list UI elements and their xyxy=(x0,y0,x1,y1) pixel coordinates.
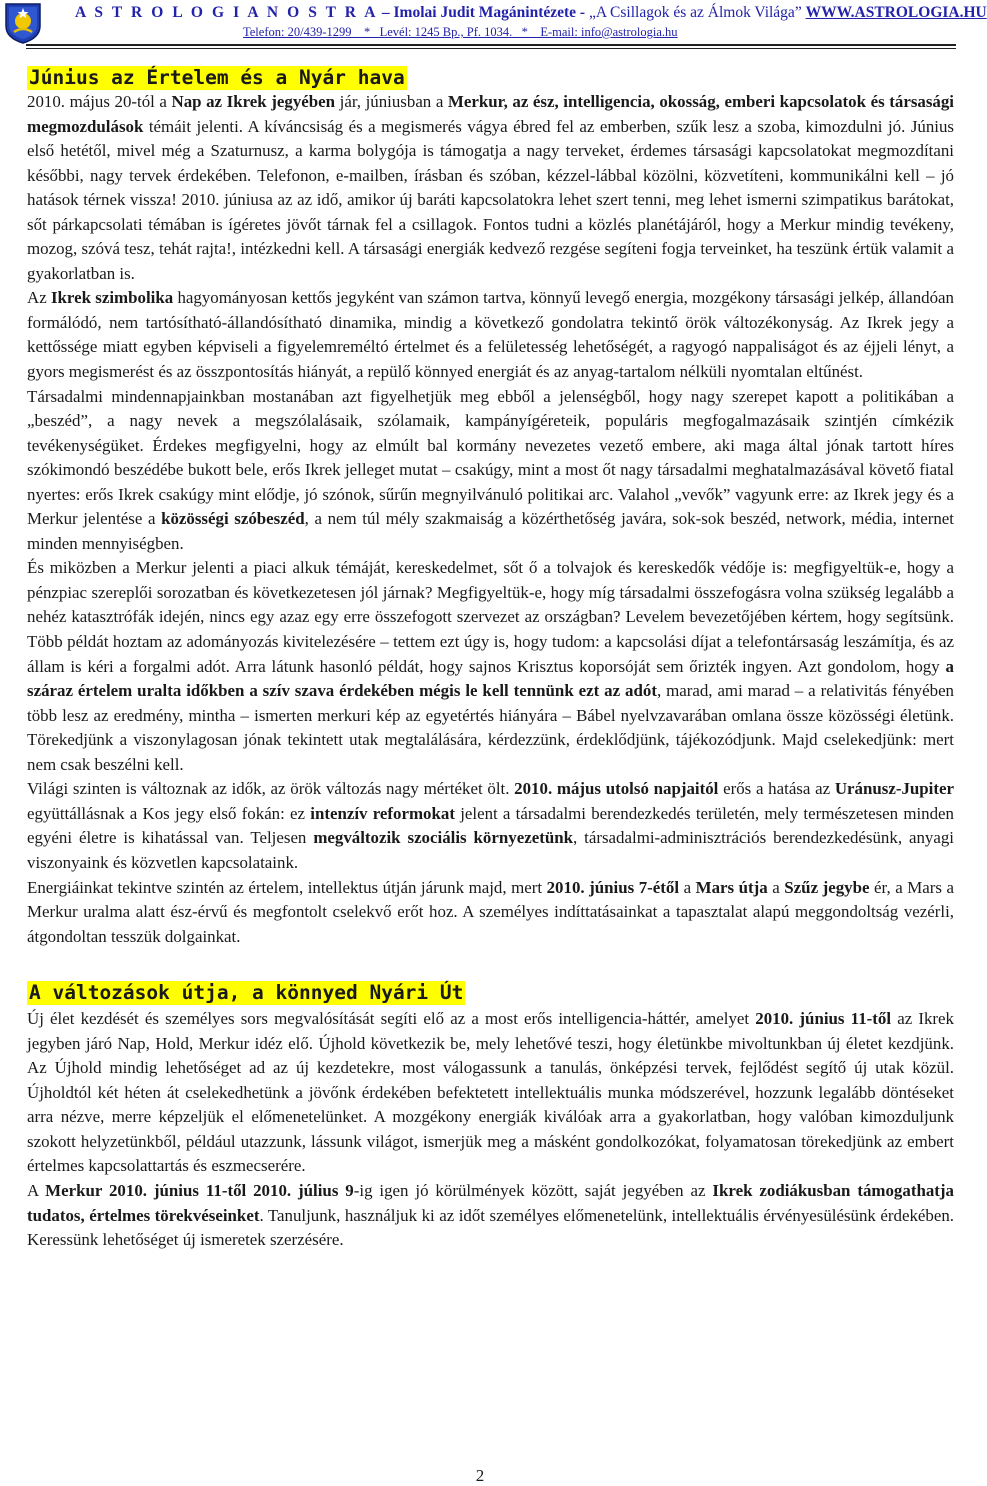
section-title-summer-path: A változások útja, a könnyed Nyári Út xyxy=(29,981,464,1005)
paragraph-uranus-jupiter: Világi szinten is változnak az idők, az örök változás nagy mértéket ölt. 2010. május utolsó napjaitól erős a hatása az Uránusz-Jupiter együttállásnak a Kos jegy első fokán: ez intenzív reformokat jelent a társadalmi berendezkedés területén, mely természetesen minden egyéni életre is kihatással van. Teljesen megváltozik szociális környezetünk, társadalmi-adminisztrációs berendezkedésünk, anyagi viszonyaink és közvetlen kapcsolataink. xyxy=(27,779,954,872)
page-header xyxy=(0,0,987,50)
paragraph-new-moon: Új élet kezdését és személyes sors megvalósítását segíti elő az a most erős intelligencia-háttér, amelyet 2010. június 11-től az Ikrek jegyben járó Nap, Hold, Merkur idéz elő. Újhold következik be, mely lehetővé teszi, hogy életünkbe mivoltunkban új életet kezdjünk. Az Újhold mindig lehetőséget ad az új kezdetekre, most válogassunk a tanulás, önképzési tervek, fejlődést segítő új utak közül. Újholdtól két héten át cselekedhetünk a jövőnk érdekében befektetett intellektuális munka módszerével, hozzunk legalább döntéseket arra nézve, merre képzeljük el előmenetelünket. A mozgékony energiák kiválóak arra a gyakorlatban, hogy valóban kimozduljunk szokott helyzetünkből, például utazzunk, lássunk világot, ismerjük meg a másként gondolkozókat, folyamatosan törekedjünk az embert értelmes kapcsolattartás és eszmecserére. xyxy=(27,1009,954,1176)
paragraph-june-intro: 2010. május 20-tól a Nap az Ikrek jegyében jár, júniusban a Merkur, az ész, intelligencia, okosság, emberi kapcsolatok és társasági megmozdulások témáit jelenti. A kíváncsiság és a megismerés vágya ébred fel az emberben, szűk lesz a szoba, kimozdulni jó. Június első hetétől, mivel még a Szaturnusz, a karma bolygója is támogatja a nagy terveket, érdemes társasági kapcsolatokat megmozdítani későbbi, nagy tervek érdekében. Telefonon, e-mailben, írásban és szóban, kézzel-lábbal közölni, közvetíteni, kommunikálni kell – jó hatások térnek vissza! 2010. júniusa az az idő, amikor új baráti kapcsolatokra lehet szert tenni, meg lehet ismerni szimpatikus barátokat, sőt párkapcsolati témában is ígéretes jövőt tárnak fel a csillagok. Fontos tudni a közlés planétájáról, hogy a Merkur mindig tevékeny, mozog, szóvá tesz, tehát rajta!, intézkedni kell. A társasági energiák kedvező rezgése segíteni fogja terveinket, ha teszünk értük valamit a gyakorlatban is. xyxy=(27,92,954,283)
page-number: 2 xyxy=(475,1466,485,1485)
paragraph-mercury-gemini: A Merkur 2010. június 11-től 2010. július 9-ig igen jó körülmények között, saját jegyében az Ikrek zodiákusban támogathatja tudatos, értelmes törekvéseinket. Tanuljunk, használjuk ki az időt személyes előmenetelünk, intellektuális érvényesülésünk érdekében. Keressünk lehetőséget új ismeretek szerzésére. xyxy=(27,1180,955,1250)
institute-name: Imolai Judit Magánintézete - xyxy=(393,4,589,21)
contact-line: Telefon: 20/439-1299 * Levél: 1245 Bp., Pf. 1034. * E-mail: info@astrologia.hu xyxy=(243,25,678,39)
paragraph-social-speech: Társadalmi mindennapjainkban mostanában azt figyelhetjük meg ebből a jelenségből, hogy nagy szerepet kapott a politikában a „beszéd”, a nagy nevek a megszólalásaik, szólamaik, kampányígéreteik, populáris megfogalmazásaik szintjén címkézik tevékenységüket. Érdekes megfigyelni, hogy az elmúlt bal kormány nevezetes vezető embere, aki maga által jónak tartott híres szókimondó beszédébe bukott bele, erős Ikrek jelleget mutat – csakúgy, mint a most őt nagy társadalmi meghatalmazásával követő fiatal nyertes: erős Ikrek csakúgy mint elődje, jó szónok, sűrűn megnyilvánuló politikai arc. Valahol „vevők” vagyunk erre: az Ikrek jegy és a Merkur jelentése a közösségi szóbeszéd, a nem túl mély szakmaiság a közérthetőség javára, sok-sok beszéd, network, média, internet minden mennyiségben. xyxy=(27,386,954,553)
paragraph-gemini-symbolism: Az Ikrek szimbolika hagyományosan kettős jegyként van számon tartva, könnyű levegő energia, mozgékony társasági jelkép, állandóan formálódó, nem tartósítható-állandósítható dinamika, mindig a következő gondolatra tekintő örök változékonyság. Az Ikrek jegy a kettőssége miatt egyben képviseli a figyelemreméltó értelmet és a felületesség lehetőségét, a ragyogó nappaliságot és az éjjeli lényt, a gyors megismerést és az összpontosítás hiányát, a repülő könnyed energiát és az anyag-tartalom nélküli nyomtalan eltűnést. xyxy=(27,288,954,382)
header-tagline: „A Csillagok és az Álmok Világa” xyxy=(588,4,806,21)
website-link[interactable]: WWW.ASTROLOGIA.HU xyxy=(805,4,987,21)
brand-name: A S T R O L O G I A N O S T R A xyxy=(75,4,379,21)
paragraph-mars-virgo: Energiáinkat tekintve szintén az értelem, intellektus útján járunk majd, mert 2010. június 7-étől a Mars útja a Szűz jegybe ér, a Mars a Merkur uralma alatt ész-érvű és megfontolt cselekvő erőt hoz. A személyes indíttatásainkat a tapasztalat alapú meggondoltság vezérli, átgondoltan tesszük dolgainkat. xyxy=(27,877,954,946)
header-title-line xyxy=(75,4,987,22)
astrologia-logo-icon xyxy=(3,2,43,44)
paragraph-mercury-markets: És miközben a Merkur jelenti a piaci alkuk témáját, kereskedelmet, sőt ő a tolvajok és kereskedők védője is: megfigyeltük-e, hogy a pénzpiac szereplői sorozatban és következetesen jól járnak? Megfigyeltük-e, hogy míg társadalmi összefogásra volna szükség legalább a nehéz katasztrófák idején, nincs egy azaz egy erre összefogott szervezet az országban? Levelem bevezetőjében kértem, hogy segítsünk. Több példát hoztam az adományozás kivitelezésére – tettem ezt úgy is, hogy tudom: a kapcsolási díjat a telefontársaság leszámítja, és az állam is kéri a forgalmi adót. Arra látunk hasonló példát, hogy sajnos Krisztus koporsóját sem őrizték ingyen. Azt gondolom, hogy a száraz értelem uralta időkben a szív szava érdekében mégis le kell tennünk ezt az adót, marad, ami marad – a relativitás fényében több lesz az eredmény, mintha – ismerten merkuri kép az egyetértés hiányára – Bábel nyelvzavarában omlana össze közösségi életünk. Törekedjünk a viszonylagosan jónak tekintett utak megtalálására, kérdezzünk, érdeklődjünk, tájékozódjunk. Majd cselekedjünk: mert nem csak beszélni kell. xyxy=(27,558,955,774)
header-rule-thick xyxy=(26,44,956,46)
section-title-june: Június az Értelem és a Nyár hava xyxy=(29,66,405,89)
header-dash: – xyxy=(378,4,394,21)
article-body xyxy=(27,66,954,1253)
header-rule-thin xyxy=(26,48,956,49)
